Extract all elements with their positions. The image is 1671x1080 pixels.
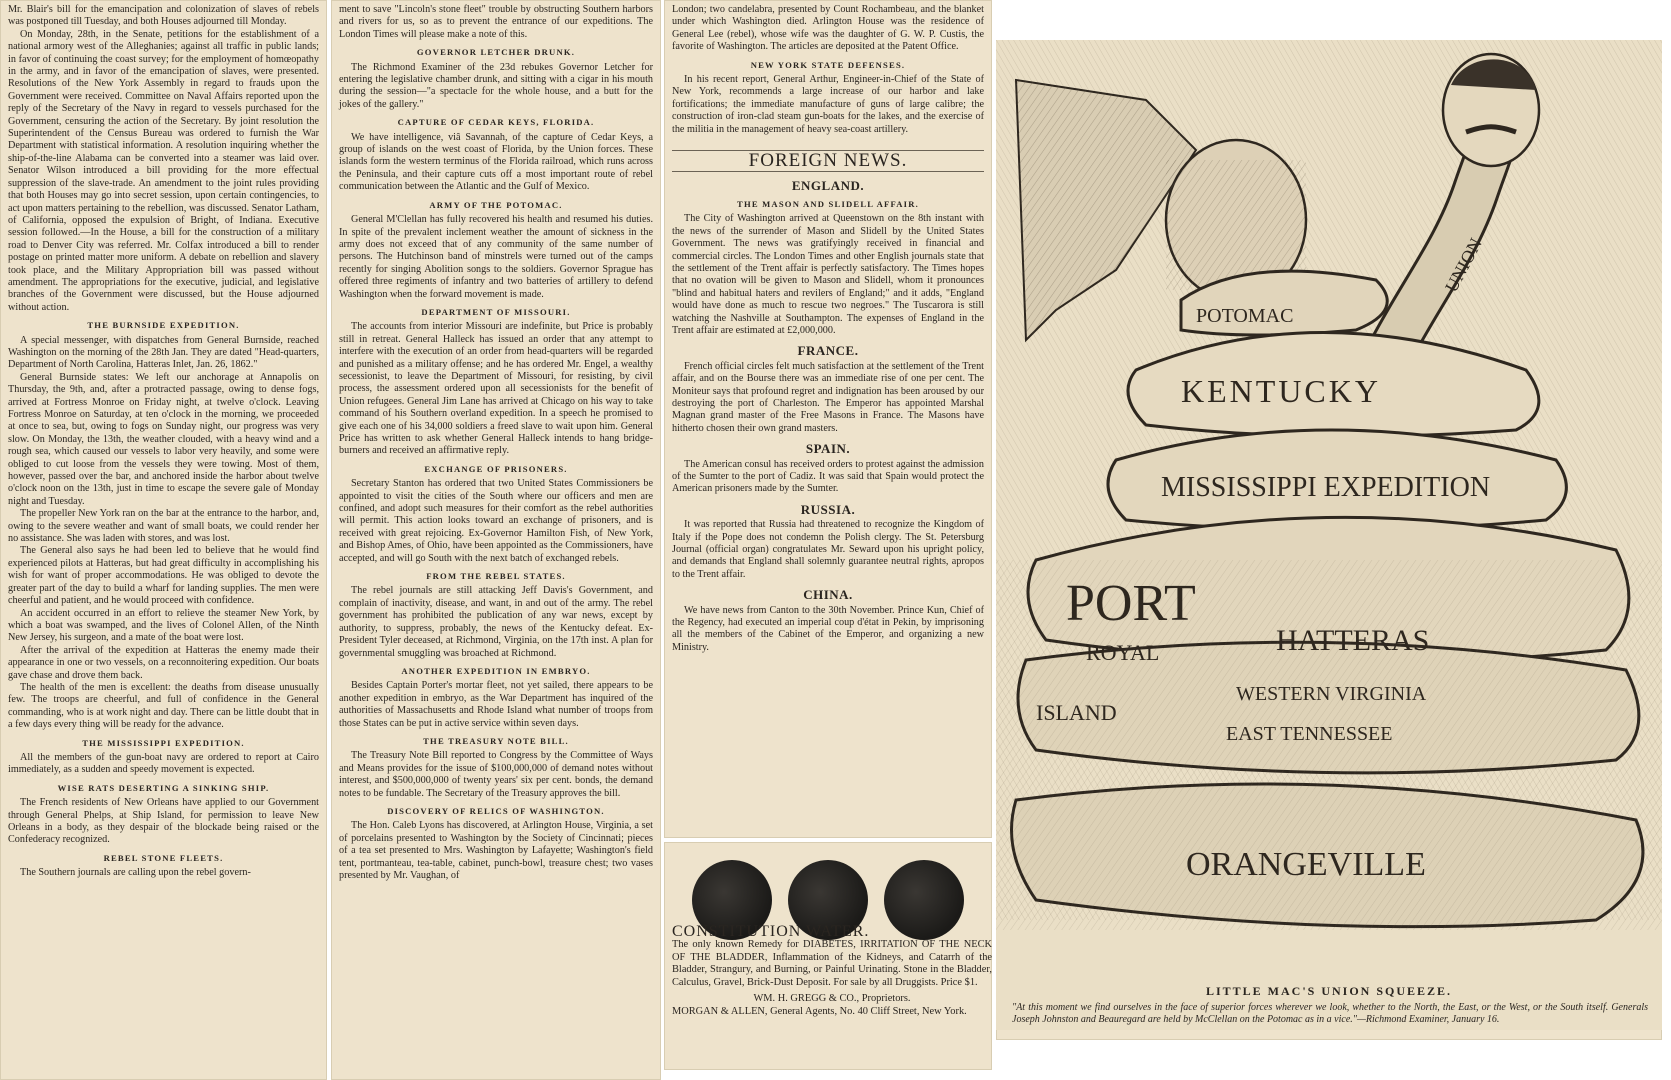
paragraph: General Burnside states: We left our anchorage at Annapolis on Thursday, the 9th, and, after a protracted passage, owing to dense fogs, arrived at Fortress Monroe on Friday night, at twelve o'clock. Leaving Fortress Monroe on Saturday, at ten o'clock in the morning, we proceeded at once to sea, but, owing to fogs on Sunday night, our progress was very slow. On Monday, the 13th, the weather clouded, with a heavy wind and a rough sea, which caused our vessels to labor very heavily, and some were obliged to cut loose from the vessels they were towing. Most of them, however, passed over the bar, and anchored inside the harbor about twelve o'clock noon on the 13th, just in time to escape the severe gale of Monday night and Tuesday. <box>8 371 319 507</box>
paragraph: The Richmond Examiner of the 23d rebukes Governor Letcher for entering the legislative chamber drunk, and sitting with a cigar in his mouth during the session—"a spectacle for the whole house, and a butt for the jokes of the gallery." <box>339 61 653 110</box>
section-heading: WISE RATS DESERTING A SINKING SHIP. <box>57 782 270 793</box>
clipping-column-2 <box>331 0 661 1080</box>
coil-label: KENTUCKY <box>1181 373 1381 409</box>
paragraph: London; two candelabra, presented by Count Rochambeau, and the blanket under which Washington died. Arlington House was the residence of General Lee (rebel), whose wife was the daughter of G. W. P. Custis, the favorite of Washington. The articles are deposited at the Patent Office. <box>672 4 984 53</box>
paragraph: General M'Clellan has fully recovered his health and resumed his duties. In spite of the prevalent inclement weather the amount of sickness in the army does not exceed that of any community of the same number of persons. The Hutchinson band of minstrels were turned out of the camps recently for singing Abolition songs to the soldiers. Governor Sprague has offered three regiments of infantry and two batteries of artillery to defend Washington when the forward movement is made. <box>339 214 653 300</box>
paragraph: ment to save "Lincoln's stone fleet" trouble by obstructing Southern harbors and rivers for us, so as to prevent the entrance of our expeditions. The London Times will please make a note of this. <box>339 4 653 40</box>
paragraph: The American consul has received orders to protest against the admission of the Sumter to the port of Cadiz. It was said that Spain would protect the American prisoners made by the Sumter. <box>672 458 984 495</box>
coil-label: UNION <box>1441 234 1486 296</box>
cartoon-illustration <box>996 40 1662 1030</box>
foreign-news-heading: FOREIGN NEWS. <box>672 150 984 172</box>
country-heading: ENGLAND. <box>791 178 865 194</box>
paragraph: The General also says he had been led to believe that he would find experienced pilots at Hatteras, but had great difficulty in accomplishing his wish for want of proper accommodations. He was obliged to devote the greater part of the day to build a wharf for landing supplies. The men were cheerful and patient, and he would proceed with confidence. <box>8 545 319 607</box>
paragraph: After the arrival of the expedition at Hatteras the enemy made their appearance in one or two vessels, on a reconnoitering expedition. Our boats gave chase and drove them back. <box>8 644 319 681</box>
cartoon-quote: "At this moment we find ourselves in the face of superior forces wherever we look, whether to the North, the East, or the West, or the South itself. Generals Joseph Johnston and Beauregard are held by McClellan on the Potomac as in a vice."—Richmond Examiner, January 16. <box>1012 1002 1648 1025</box>
clipping-column-3 <box>664 0 992 838</box>
paragraph: The Treasury Note Bill reported to Congress by the Committee of Ways and Means provides for the issue of $100,000,000 of demand notes without interest, and $500,000,000 of twenty years' six per cent. bonds, the demand notes to be fundable. The Secretary of the Treasury approves the bill. <box>339 750 653 799</box>
ad-body: The only known Remedy for DIABETES, IRRITATION OF THE NECK OF THE BLADDER, Inflammation of the Kidneys, and Catarrh of the Bladder, Strangury, and Burning, or Painful Urinating. Stone in the Bladder, Calculus, Gravel, Brick-Dust Deposit. For sale by all Druggists. Price $1. <box>672 938 992 989</box>
section-heading: ANOTHER EXPEDITION IN EMBRYO. <box>401 665 591 676</box>
section-heading: ARMY OF THE POTOMAC. <box>429 199 563 210</box>
coil-label: MISSISSIPPI EXPEDITION <box>1161 472 1491 503</box>
ad-headline: CONSTITUTION WATER. <box>672 923 870 940</box>
section-heading: EXCHANGE OF PRISONERS. <box>424 463 568 474</box>
paragraph: Besides Captain Porter's mortar fleet, not yet sailed, there appears to be another expedition in embryo, as the War Department has inquired of the authorities of Massachusetts and Rhode Island what number of troops from those States can be put in active service within seven days. <box>339 680 653 729</box>
section-heading: THE BURNSIDE EXPEDITION. <box>87 320 240 331</box>
paragraph: Mr. Blair's bill for the emancipation and colonization of slaves of rebels was postponed till Tuesday, and both Houses adjourned till Monday. <box>8 4 319 28</box>
section-heading: GOVERNOR LETCHER DRUNK. <box>416 47 576 58</box>
paragraph: It was reported that Russia had threatened to recognize the Kingdom of Italy if the Pope does not condemn the Polish clergy. The St. Petersburg Journal (official organ) congratulates Mr. Seward upon his upright policy, and demands that England shall solemnly guarantee neutral rights, apropos to the Trent affair. <box>672 519 984 580</box>
paragraph: The Hon. Caleb Lyons has discovered, at Arlington House, Virginia, a set of porcelains presented to Washington by the Society of Cincinnati; pieces of a tea set presented to Mrs. Washington by Lafayette; Washington's field tent, portmanteau, tea-table, cabinet, punch-bowl, treasure chest; two vases presented by Mr. Vaughan, of <box>339 820 653 881</box>
paragraph: A special messenger, with dispatches from General Burnside, reached Washington on the morning of the 28th Jan. They are dated "Head-quarters, Department of North Carolina, Hatteras Inlet, Jan. 26, 1862." <box>8 334 319 371</box>
column-3-text <box>664 0 992 654</box>
coil-label: POTOMAC <box>1196 305 1294 327</box>
section-heading: REBEL STONE FLEETS. <box>103 852 224 863</box>
coil-label: EAST TENNESSEE <box>1226 723 1393 745</box>
paragraph: The City of Washington arrived at Queenstown on the 8th instant with the news of the surrender of Mason and Slidell by the United States Government. The news was gratifyingly received in financial and commercial circles. The London Times and other English journals state that the settlement of the Trent affair is perfectly satisfactory. The Times hopes that no ovation will be given to Mason and Slidell, whom it pronounces "blind and habitual haters and revilers of England;" and it adds, "England would have done as much to rescue two negroes." The Tuscarora is still watching the Nashville at Southampton. The expenses of England in the Trent affair are estimated at £2,000,000. <box>672 213 984 336</box>
country-heading: FRANCE. <box>797 343 859 359</box>
paragraph: Secretary Stanton has ordered that two United States Commissioners be appointed to visit the cities of the South where our officers and men are confined, and adopt such measures for their comfort as the rebel authorities will permit. This action looks toward an exchange of prisoners, and is received with great rejoicing. Ex-Governor Hamilton Fish, of New York, and Bishop Ames, of Ohio, have been appointed as the Commissioners, have accepted, and will go South with the next batch of exchanged rebels. <box>339 478 653 564</box>
paragraph: French official circles felt much satisfaction at the settlement of the Trent affair, and on the Bourse there was an immediate rise of one per cent. The Moniteur says that profound regret and indignation has been aroused by our destroying the port of Charleston. The Emperor has appointed Marshal Magnan grand master of the Free Masons in France. The Masons have hitherto chosen their own grand masters. <box>672 360 984 434</box>
advertisement-text <box>672 923 992 1019</box>
paragraph: An accident occurred in an effort to relieve the steamer New York, by which a boat was swamped, and the lives of Colonel Allen, of the Ninth New Jersey, his surgeon, and a mate of the boat were lost. <box>8 607 319 644</box>
paragraph: We have news from Canton to the 30th November. Prince Kun, Chief of the Regency, had executed an imperial coup d'état in Pekin, by imprisoning all the members of the Cabinet of the Emperor, and organizing a new Ministry. <box>672 604 984 653</box>
paragraph: We have intelligence, viâ Savannah, of the capture of Cedar Keys, a group of islands on the west coast of Florida, by the Union forces. These islands form the western terminus of the Florida railroad, which runs across the Peninsula, and their capture cuts off a most important route of rebel communication between the Atlantic and the Gulf of Mexico. <box>339 131 653 193</box>
clipping-column-1 <box>0 0 327 1080</box>
coil-label: ISLAND <box>1036 700 1117 725</box>
section-heading: THE TREASURY NOTE BILL. <box>423 735 569 746</box>
section-heading: THE MISSISSIPPI EXPEDITION. <box>82 737 245 748</box>
paragraph: All the members of the gun-boat navy are ordered to report at Cairo immediately, as a sudden and speedy movement is expected. <box>8 751 319 776</box>
paragraph: The French residents of New Orleans have applied to our Government through General Phelps, at Ship Island, for permission to leave New Orleans in a body, as they despair of the blockade being raised or the Confederacy recognized. <box>8 797 319 846</box>
paragraph: In his recent report, General Arthur, Engineer-in-Chief of the State of New York, recommends a large increase of our harbor and lake fortifications; the immediate manufacture of guns of large calibre; the construction of iron-clad steam gun-boats for the lakes, and the exercise of the militia in the management of heavy sea-coast artillery. <box>672 74 984 135</box>
column-2-text <box>331 0 661 882</box>
paragraph: The health of the men is excellent: the deaths from disease unusually few. The troops are cheerful, and full of confidence in the General commanding, who is at work night and day. There can be little doubt that in a few days every thing will be ready for the advance. <box>8 681 319 731</box>
section-heading: CAPTURE OF CEDAR KEYS, FLORIDA. <box>397 117 595 128</box>
section-heading: FROM THE REBEL STATES. <box>426 571 566 582</box>
section-heading: DEPARTMENT OF MISSOURI. <box>421 306 571 317</box>
paragraph: The propeller New York ran on the bar at the entrance to the harbor, and, owing to the severe weather and want of small boats, we could render her no assistance. She was laden with stores, and was lost. <box>8 508 319 545</box>
country-heading: CHINA. <box>803 587 853 603</box>
column-1-text <box>0 0 327 880</box>
paragraph: The accounts from interior Missouri are indefinite, but Price is probably still in retreat. General Halleck has issued an order that any attempt to interfere with the execution of an order from head-quarters will be regarded and punished as a military offense; and he has ordered Mr. Engel, a wealthy secessionist, to leave the Department of Missouri, for resisting, by civil process, the assessment ordered upon all secessionists for the benefit of Union refugees. General Jim Lane has arrived at Chicago on his way to take command of his Southern overland expedition. In a speech he promised to give each one of his 34,000 soldiers a freed slave to wait upon him. General Price has written to ask whether General Halleck intends to hang bridge-burners and received an affirmative reply. <box>339 321 653 457</box>
country-heading: RUSSIA. <box>800 501 856 517</box>
ad-proprietors: WM. H. GREGG & CO., Proprietors. <box>753 992 911 1004</box>
coil-label: WESTERN VIRGINIA <box>1236 683 1427 705</box>
section-heading: NEW YORK STATE DEFENSES. <box>750 59 906 70</box>
ad-agents: MORGAN & ALLEN, General Agents, No. 40 Cliff Street, New York. <box>672 1005 967 1017</box>
section-heading: DISCOVERY OF RELICS OF WASHINGTON. <box>387 805 605 816</box>
cartoon-title: LITTLE MAC'S UNION SQUEEZE. <box>1205 984 1453 998</box>
paragraph: The rebel journals are still attacking Jeff Davis's Government, and complain of inactivity, disease, and want, in and out of the army. The rebel government has prohibited the publication of any war news, except by authority, to suppress, probably, the news of the Kentucky defeat. Ex-President Tyler deceased, at Richmond, Virginia, on the 17th inst. A plan for governmental smuggling was broached at Richmond. <box>339 585 653 659</box>
country-heading: SPAIN. <box>805 441 851 457</box>
coil-label: PORT <box>1066 575 1196 632</box>
paragraph: The Southern journals are calling upon the rebel govern- <box>20 867 251 879</box>
coil-label: ROYAL <box>1086 640 1160 665</box>
coil-label: ORANGEVILLE <box>1186 846 1426 883</box>
paragraph: On Monday, 28th, in the Senate, petitions for the establishment of a national armory west of the Alleghanies; against all traffic in public lands; in favor of continuing the coast survey; for the employment of homœopathy in the army, and in favor of the emancipation of slaves, were presented. Resolutions of the New York Assembly in regard to frauds upon the Government were received. Committee on Naval Affairs reported upon the reply of the Secretary of the Navy in regard to vessels purchased for the Government, censuring the action of the Secretary. By joint resolution the Superintendent of the Census Bureau was ordered to furnish the War Department with statistical information. A resolution inquiring whether the ship-of-the-line Alabama can be converted into a steamer was laid over. Senator Wilson introduced a bill providing for the more effectual suppression of the slave-trade. An amendment to the joint rules providing that both Houses may go into secret session, upon certain contingencies, to act upon matters pertaining to the rebellion, was discussed. Senator Latham, of California, opposed the expulsion of Bright, of Indiana. Executive session followed.—In the House, a bill for the construction of a military road to Denver City was referred. Mr. Colfax introduced a bill to render postage on printed matter more uniform. A debate on rebellion and slavery took place, and the Military Appropriation bill was passed without amendment. The appropriations for the executive, judicial, and legislative branches of the Government were discussed, but the House adjourned without action. <box>8 28 319 313</box>
coil-label: HATTERAS <box>1276 624 1430 657</box>
section-heading: THE MASON AND SLIDELL AFFAIR. <box>737 198 919 209</box>
